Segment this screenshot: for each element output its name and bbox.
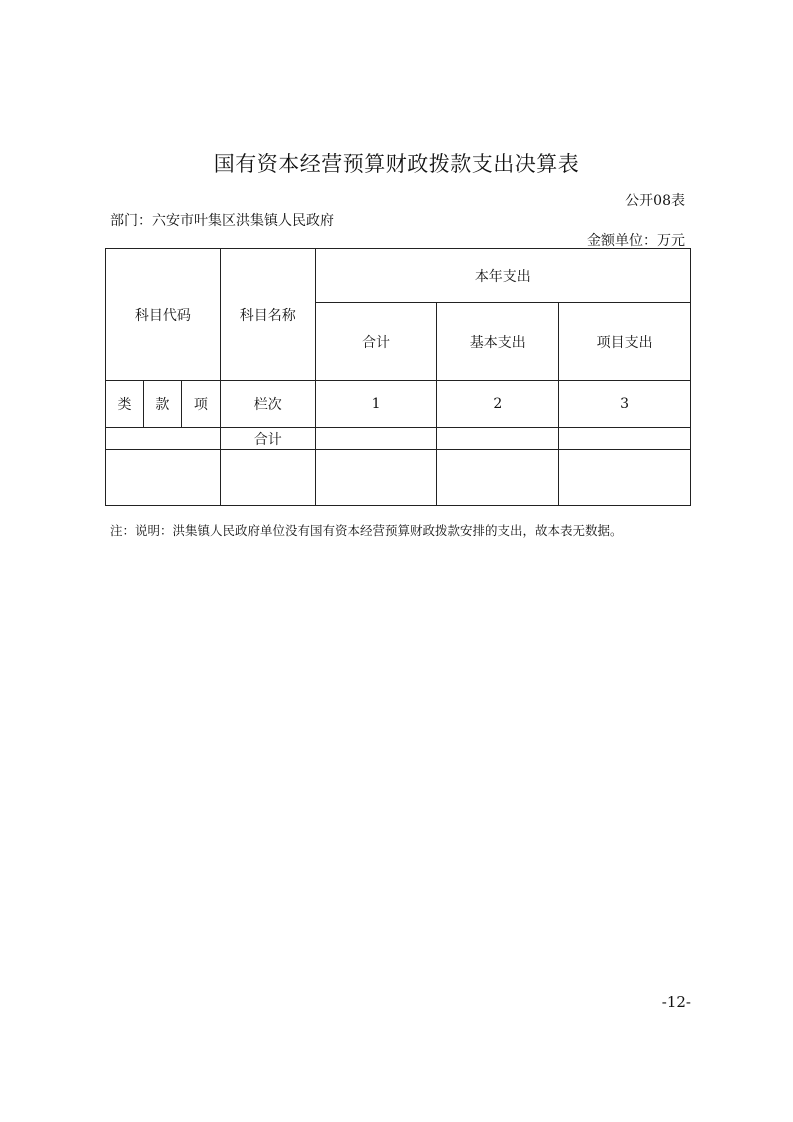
header-subject-code: 科目代码 <box>106 249 221 381</box>
empty-sum-cell <box>315 450 437 506</box>
empty-code-cell <box>106 450 221 506</box>
total-project-cell <box>559 428 691 450</box>
index-kuan: 款 <box>143 381 181 428</box>
total-row <box>106 428 691 450</box>
header-row-1 <box>106 249 691 303</box>
header-basic: 基本支出 <box>437 303 559 381</box>
index-c1: 1 <box>315 381 437 428</box>
index-lei: 类 <box>106 381 144 428</box>
header-total: 合计 <box>315 303 437 381</box>
total-code-cell <box>106 428 221 450</box>
empty-basic-cell <box>437 450 559 506</box>
footnote: 注：说明：洪集镇人民政府单位没有国有资本经营预算财政拨款安排的支出，故本表无数据。 <box>110 523 623 538</box>
index-row <box>106 381 691 428</box>
unit-line: 金额单位：万元 <box>587 233 685 249</box>
form-code: 公开08表 <box>625 193 685 209</box>
header-project: 项目支出 <box>559 303 691 381</box>
total-basic-cell <box>437 428 559 450</box>
total-sum-cell <box>315 428 437 450</box>
index-c2: 2 <box>437 381 559 428</box>
total-label: 合计 <box>220 428 315 450</box>
empty-data-row <box>106 450 691 506</box>
index-column-no: 栏次 <box>220 381 315 428</box>
index-xiang: 项 <box>181 381 220 428</box>
page-number: -12- <box>661 993 691 1011</box>
empty-project-cell <box>559 450 691 506</box>
empty-name-cell <box>220 450 315 506</box>
expenditure-table <box>105 248 691 506</box>
header-subject-name: 科目名称 <box>220 249 315 381</box>
index-c3: 3 <box>559 381 691 428</box>
document-title: 国有资本经营预算财政拨款支出决算表 <box>213 152 580 176</box>
department-line: 部门：六安市叶集区洪集镇人民政府 <box>110 213 334 229</box>
header-current-year: 本年支出 <box>315 249 690 303</box>
